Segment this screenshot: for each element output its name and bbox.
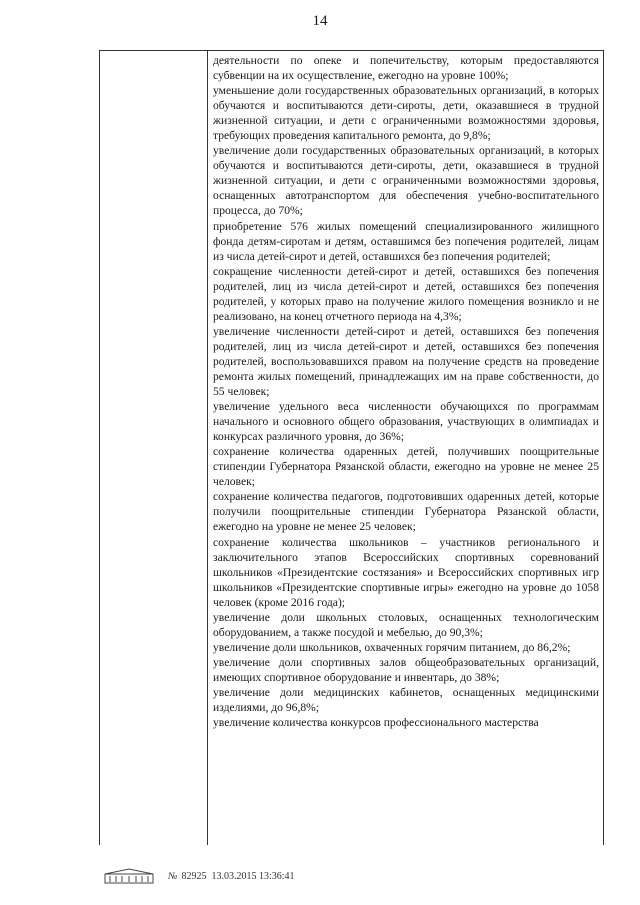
- paragraph: сокращение численности детей-сирот и детей, оставшихся без попечения родителей, лиц из числа детей-сирот и детей, оставшихся без попечения родителей, у которых право на получение жилого помещения возникло и не реализовано, на конец отчетного периода на 4,3%;: [213, 264, 599, 323]
- document-time: 13:36:41: [258, 870, 295, 882]
- paragraph: увеличение доли школьников, охваченных горячим питанием, до 86,2%;: [213, 640, 571, 654]
- paragraph: увеличение доли спортивных залов общеобразовательных организаций, имеющих спортивное оборудование и инвентарь, до 38%;: [213, 655, 599, 684]
- page-number: 14: [312, 13, 328, 29]
- paragraph: сохранение количества школьников – участников регионального и заключительного этапов Всероссийских спортивных соревнований школьников «Президентские состязания» и Всероссийских спортивных игр школьников «Президентские спортивные игры» ежегодно на уровне до 1058 человек (кроме 2016 года);: [213, 535, 599, 609]
- paragraph: сохранение количества одаренных детей, получивших поощрительные стипендии Губернатора Рязанской области, ежегодно на уровне не менее 25 человек;: [213, 445, 599, 489]
- document-date: 13.03.2015: [211, 870, 257, 882]
- paragraph: увеличение доли школьных столовых, оснащенных технологическим оборудованием, а также посудой и мебелью, до 90,3%;: [213, 610, 599, 639]
- footer-stamp: [104, 868, 295, 884]
- paragraph: уменьшение доли государственных образовательных организаций, в которых обучаются и воспитываются дети-сироты, дети, оказавшиеся в трудной жизненной ситуации, и дети с ограниченными возможностями здоровья, требующих проведения капитального ремонта, до 9,8%;: [213, 84, 599, 143]
- paragraph: приобретение 576 жилых помещений специализированного жилищного фонда детям-сиротам и детям, оставшимся без попечения родителей, лицам из числа детей-сирот и детей, оставшихся без попечения родителей;: [213, 219, 599, 263]
- paragraph: увеличение удельного веса численности обучающихся по программам начального и основного общего образования, участвующих в олимпиадах и конкурсах различного уровня, до 36%;: [213, 400, 599, 444]
- paragraph: увеличение доли государственных образовательных организаций, в которых обучаются и воспитываются дети-сироты, дети, оказавшиеся в трудной жизненной ситуации, и дети с ограниченными возможностями здоровья, оснащенных автотранспортом для обеспечения учебно-воспитательного процесса, до 70%;: [213, 144, 599, 218]
- table-left-column: [100, 51, 208, 845]
- building-seal-icon: [104, 868, 154, 884]
- number-sign: №: [168, 870, 178, 882]
- paragraph: увеличение численности детей-сирот и детей, оставшихся без попечения родителей, лиц из числа детей-сирот и детей, оставшихся без попечения родителей, воспользовавшихся правом на получение средств на проведение ремонта жилых помещений, принадлежащих им на праве собственности, до 55 человек;: [213, 324, 599, 399]
- paragraph: увеличение доли медицинских кабинетов, оснащенных медицинскими изделиями, до 96,8%;: [213, 685, 599, 715]
- paragraph: деятельности по опеке и попечительству, которым предоставляются субвенции на их осуществление, ежегодно на уровне 100%;: [213, 54, 599, 83]
- table-right-column: [208, 51, 603, 845]
- document-table: [99, 50, 604, 845]
- paragraph: сохранение количества педагогов, подготовивших одаренных детей, которые получили поощрительные стипендии Губернатора Рязанской области, ежегодно на уровне не менее 25 человек;: [213, 490, 599, 534]
- document-number: 82925: [181, 870, 207, 882]
- paragraph: увеличение количества конкурсов профессионального мастерства: [213, 716, 539, 730]
